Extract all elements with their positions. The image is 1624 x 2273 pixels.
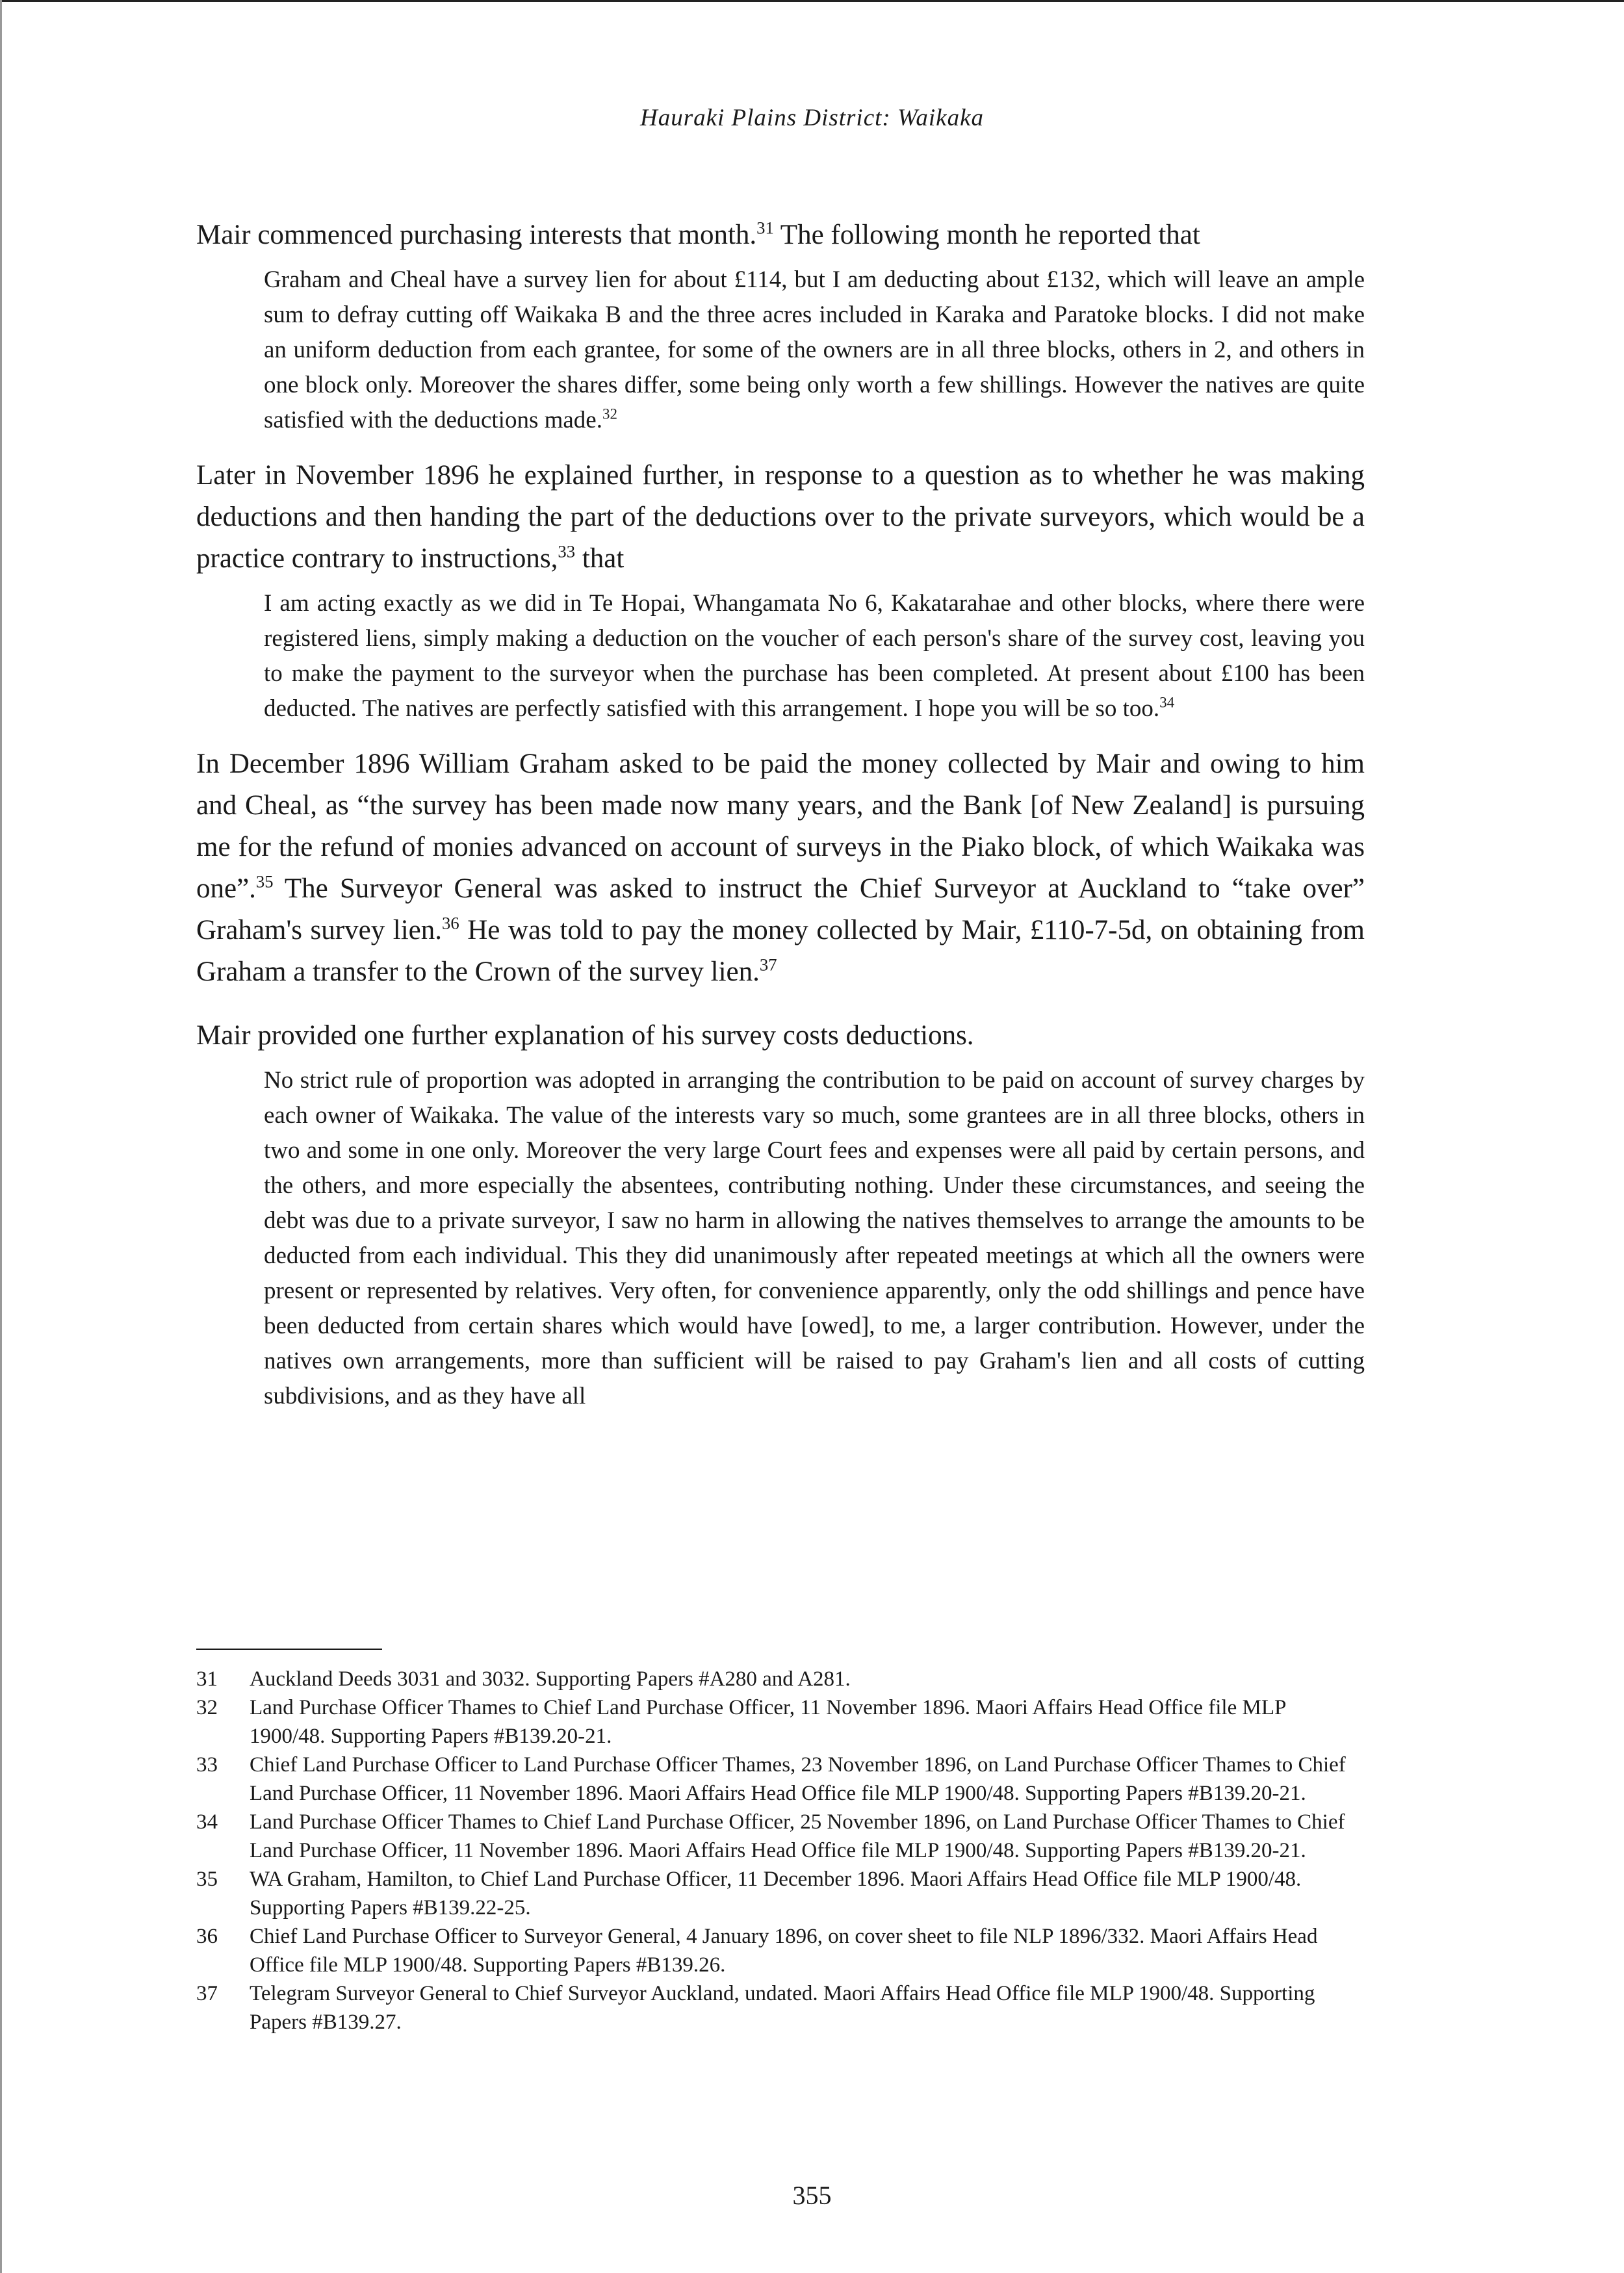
block-quote-2: I am acting exactly as we did in Te Hopai, Whangamata No 6, Kakatarahae and other blocks, where there were registered liens, simply making a deduction on the voucher of each person's share of the survey cost, leaving you to make the payment to the surveyor when the purchase has been completed. At present about £100 has been deducted. The natives are perfectly satisfied with this arrangement. I hope you will be so too.$^{34}$ [264,590,1365,722]
footnote-ref-33: 33 [558,541,576,561]
running-head: Hauraki Plains District: Waikaka [639,105,985,131]
footnote-text: Land Purchase Officer Thames to Chief Land Purchase Officer, 25 November 1896, on Land Purchase Officer Thames to Chief Land Purchase Officer, 11 November 1896. Maori Affairs Head Office file MLP 1900/48. Supporting Papers #B139.20-21. [250,1810,1345,1862]
footnote-text: WA Graham, Hamilton, to Chief Land Purchase Officer, 11 December 1896. Maori Affairs Head Office file MLP 1900/48. Supporting Papers #B139.22-25. [250,1868,1302,1920]
footnote-number: 34 [196,1810,218,1834]
footnote-35 [196,1865,1365,1922]
footnote-number: 36 [196,1925,218,1948]
scan-edge-left [0,0,2,2273]
paragraph-4: Mair provided one further explanation of his survey costs deductions. [196,1020,974,1051]
paragraph-3: In December 1896 William Graham asked to be paid the money collected by Mair and owing to him and Cheal, as “the survey has been made now many years, and the Bank [of New Zealand] is pursuing me for the refund of monies advanced on account of surveys in the Piako block, of which Waikaka was one”.$^{35}$ The Surveyor General was asked to instruct the Chief Surveyor at Auckland to “take over” Graham's survey lien.$^{36}$ He was told to pay the money collected by Mair, £110-7-5d, on obtaining from Graham a transfer to the Crown of the survey lien.$^{37}$ [196,749,1365,987]
footnote-32 [196,1693,1365,1751]
paragraph-2: Later in November 1896 he explained further, in response to a question as to whether he was making deductions and then handing the part of the deductions over to the private surveyors, which would be a practice contrary to instructions,$^{33}$ that [196,460,1365,574]
footnote-text: Land Purchase Officer Thames to Chief Land Purchase Officer, 11 November 1896. Maori Affairs Head Office file MLP 1900/48. Supporting Papers #B139.20-21. [250,1696,1286,1748]
footnote-33 [196,1751,1365,1808]
footnote-text: Chief Land Purchase Officer to Land Purchase Officer Thames, 23 November 1896, on Land Purchase Officer Thames to Chief Land Purchase Officer, 11 November 1896. Maori Affairs Head Office file MLP 1900/48. Supporting Papers #B139.20-21. [250,1753,1346,1805]
page-number: 355 [792,2181,832,2210]
footnote-number: 37 [196,1982,218,2005]
footnote-ref-34: 34 [1159,694,1175,711]
footnote-text: Auckland Deeds 3031 and 3032. Supporting Papers #A280 and A281. [250,1667,851,1691]
footnote-34 [196,1808,1365,1865]
footnote-text: Chief Land Purchase Officer to Surveyor General, 4 January 1896, on cover sheet to file NLP 1896/332. Maori Affairs Head Office file MLP 1900/48. Supporting Papers #B139.26. [250,1925,1318,1977]
footnote-ref-31: 31 [756,218,774,238]
scan-edge-top [0,0,1624,2]
footnote-number: 33 [196,1753,218,1777]
footnote-number: 31 [196,1667,218,1691]
footnote-36 [196,1922,1365,1979]
footnotes [196,1665,1365,2036]
footnote-rule [196,1649,382,1650]
footnote-37 [196,1979,1365,2036]
block-quote-1: Graham and Cheal have a survey lien for about £114, but I am deducting about £132, which will leave an ample sum to defray cutting off Waikaka B and the three acres included in Karaka and Paratoke blocks. I did not make an uniform deduction from each grantee, for some of the owners are in all three blocks, others in 2, and others in one block only. Moreover the shares differ, some being only worth a few shillings. However the natives are quite satisfied with the deductions made.$^{32}$ [264,266,1365,433]
footnote-ref-35: 35 [255,871,274,892]
footnote-number: 35 [196,1868,218,1891]
footnote-31 [196,1665,1365,1693]
body-text [196,214,1365,1414]
block-quote-3: No strict rule of proportion was adopted in arranging the contribution to be paid on account of survey charges by each owner of Waikaka. The value of the interests vary so much, some grantees are in all three blocks, others in two and some in one only. Moreover the very large Court fees and expenses were all paid by certain persons, and the others, and more especially the absentees, contributing nothing. Under these circumstances, and seeing the debt was due to a private surveyor, I saw no harm in allowing the natives themselves to arrange the amounts to be deducted from each individual. This they did unanimously after repeated meetings at which all the owners were present or represented by relatives. Very often, for convenience apparently, only the odd shillings and pence have been deducted from certain shares which would have [owed], to me, a larger contribution. However, under the natives own arrangements, more than sufficient will be raised to pay Graham's lien and all costs of cutting subdivisions, and as they have all [264,1067,1365,1409]
footnote-text: Telegram Surveyor General to Chief Surveyor Auckland, undated. Maori Affairs Head Office file MLP 1900/48. Supporting Papers #B139.27. [250,1982,1315,2034]
footnote-ref-37: 37 [759,955,777,975]
footnote-ref-32: 32 [602,405,617,422]
paragraph-1: Mair commenced purchasing interests that month.$^{31}$ The following month he reported that [196,218,1200,250]
footnote-ref-36: 36 [442,913,459,933]
footnote-number: 32 [196,1696,218,1719]
